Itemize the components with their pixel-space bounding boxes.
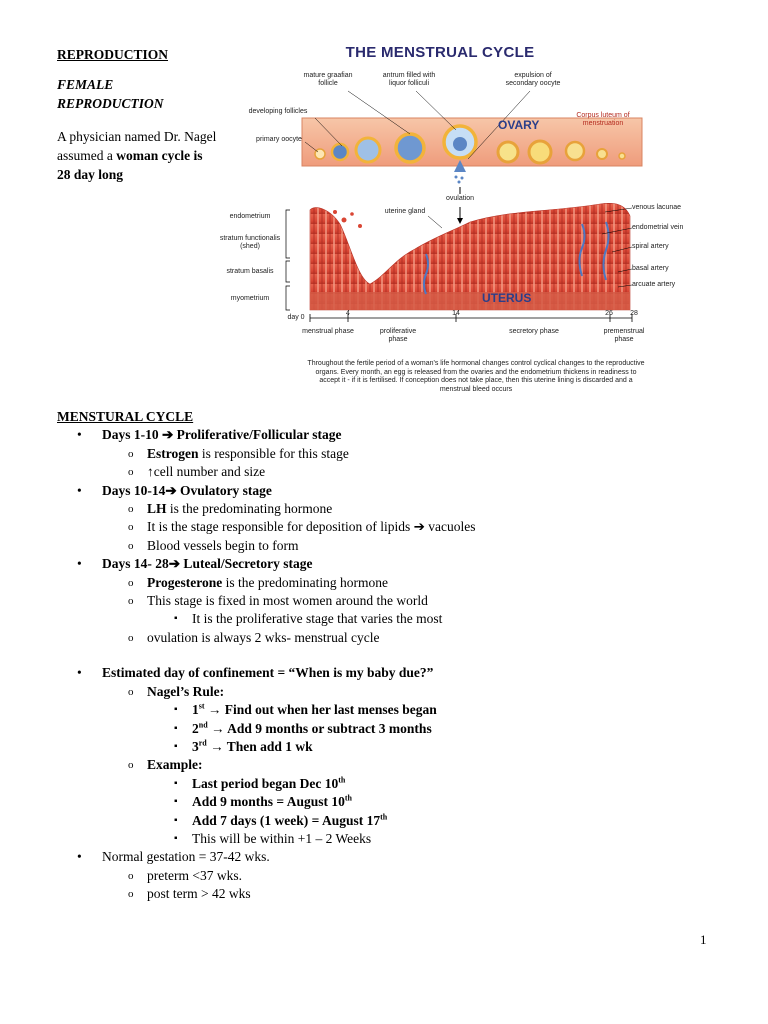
- label-ovary: OVARY: [498, 118, 540, 132]
- label-day14: 14: [452, 310, 460, 317]
- item-text: This stage is fixed in most women around the world: [147, 593, 428, 609]
- corpus-luteum-3: [566, 142, 584, 160]
- item-text: This will be within +1 – 2 Weeks: [192, 830, 372, 846]
- item-text: → Find out when her last menses began: [204, 702, 437, 718]
- label-day26: 26: [605, 310, 613, 317]
- list-item: [147, 793, 677, 811]
- label-basal-artery: basal artery: [632, 265, 669, 272]
- intro-text-bold: woman cycle is 28 day long: [57, 148, 203, 182]
- page-number: 1: [700, 932, 707, 947]
- list-item: [147, 738, 677, 756]
- example-label: Example:: [147, 757, 203, 773]
- label-day28: 28: [630, 310, 638, 317]
- main-list: [57, 426, 677, 647]
- developing-follicle-3: [396, 134, 424, 162]
- label-venous-lacunae: venous lacunae: [632, 204, 682, 211]
- item-text: is the predominating hormone: [166, 501, 333, 517]
- item-text: is the predominating hormone: [222, 574, 388, 590]
- item-text: Add 9 months = August 10: [192, 794, 345, 810]
- label-day4: 4: [346, 310, 350, 317]
- list-item: [102, 756, 677, 848]
- label-day0: day 0: [287, 314, 305, 321]
- label-endometrium: endometrium: [229, 213, 271, 220]
- label-primary-oocyte: primary oocyte: [256, 136, 302, 143]
- label-stratum-basalis: stratum basalis: [226, 268, 274, 275]
- item-text: It is the stage responsible for deposition of lipids ➔ vacuoles: [147, 519, 476, 535]
- ordinal-suffix: rd: [198, 738, 207, 748]
- label-uterus: UTERUS: [482, 291, 532, 305]
- label-secretory-phase: secretory phase: [509, 328, 559, 335]
- step-number: 1: [192, 702, 199, 718]
- list-item: [57, 482, 677, 556]
- step-number: 2: [192, 720, 199, 736]
- list-item: [102, 537, 677, 555]
- ordinal-suffix: th: [344, 793, 352, 803]
- list-item: [57, 664, 677, 848]
- figure-title: THE MENSTRUAL CYCLE: [345, 44, 535, 61]
- list-item: [102, 574, 677, 592]
- ordinal-suffix: th: [338, 775, 346, 785]
- corpus-luteum-1: [498, 142, 518, 162]
- primary-oocyte-follicle: [315, 149, 325, 159]
- item-text: It is the proliferative stage that varies the most: [192, 611, 443, 627]
- list-item: [147, 775, 677, 793]
- edc-title: Estimated day of confinement = “When is my baby due?”: [102, 665, 434, 681]
- list-item: [102, 592, 677, 629]
- ordinal-suffix: st: [198, 701, 205, 711]
- label-myometrium: myometrium: [230, 295, 270, 302]
- label-uterine-gland: uterine gland: [384, 208, 426, 215]
- list-item: [102, 629, 677, 647]
- intro-paragraph: [57, 127, 217, 184]
- section-heading: MENSTURAL CYCLE: [57, 409, 194, 424]
- list-item: [102, 683, 677, 757]
- item-text: is responsible for this stage: [198, 445, 349, 461]
- label-endometrial-vein: endometrial vein: [632, 224, 684, 231]
- item-text: → Then add 1 wk: [206, 738, 313, 754]
- item-text: preterm <37 wks.: [147, 867, 242, 883]
- item-text: ovulation is always 2 wks- menstrual cycle: [147, 629, 380, 645]
- item-text: Blood vessels begin to form: [147, 537, 299, 553]
- item-text: ↑cell number and size: [147, 464, 266, 480]
- intro-section: [57, 45, 217, 184]
- stage-title: Days 14- 28➔ Luteal/Secretory stage: [102, 556, 313, 572]
- label-ovulation: ovulation: [445, 195, 475, 202]
- label-menstrual-phase: menstrual phase: [302, 328, 354, 335]
- bold-term: LH: [147, 501, 167, 517]
- document-title: REPRODUCTION: [57, 47, 169, 62]
- step-number: 3: [192, 738, 199, 754]
- label-arcuate-artery: arcuate artery: [632, 281, 676, 288]
- stage-title: Days 1-10 ➔ Proliferative/Follicular stage: [102, 427, 342, 443]
- label-proliferative-phase: proliferative phase: [379, 328, 417, 343]
- bold-term: Estrogen: [147, 445, 199, 461]
- ordinal-suffix: nd: [198, 720, 208, 729]
- item-text: Last period began Dec 10: [192, 775, 339, 791]
- section-subtitle: FEMALE REPRODUCTION: [57, 77, 164, 111]
- list-item: [57, 426, 677, 481]
- list-item: [147, 610, 677, 628]
- menstrual-cycle-figure: [219, 44, 684, 406]
- label-premenstrual-phase: premenstrual phase: [603, 328, 645, 343]
- developing-follicle-1: [332, 144, 348, 160]
- ordinal-suffix: th: [380, 812, 388, 822]
- label-expulsion: expulsion of secondary oocyte: [505, 72, 561, 87]
- list-item: [147, 701, 677, 719]
- list-item: [57, 848, 677, 903]
- developing-follicle-2: [356, 138, 380, 162]
- label-developing: developing follicles: [248, 108, 308, 115]
- corpus-luteum-2: [529, 141, 551, 163]
- gestation-title: Normal gestation = 37-42 wks.: [102, 849, 270, 865]
- list-item: [102, 445, 677, 463]
- list-item: [147, 720, 677, 738]
- outline-section: [57, 408, 677, 904]
- rule-label: Nagel’s Rule:: [147, 683, 225, 699]
- bold-term: Progesterone: [147, 574, 223, 590]
- label-mature-graafian: mature graafian follicle: [303, 72, 353, 87]
- list-item: [102, 463, 677, 481]
- list-item: [57, 555, 677, 647]
- label-spiral-artery: spiral artery: [632, 243, 669, 250]
- label-antrum: antrum filled with liquor folliculi: [382, 72, 436, 87]
- intro-text: A physician named Dr. Nagel assumed a: [57, 129, 217, 163]
- list-item: [102, 500, 677, 518]
- corpus-luteum-4: [597, 149, 607, 159]
- stage-title: Days 10-14➔ Ovulatory stage: [102, 482, 272, 498]
- item-text: Add 7 days (1 week) = August 17: [192, 812, 381, 828]
- label-stratum-functionalis: stratum functionalis (shed): [219, 235, 281, 250]
- item-text: → Add 9 months or subtract 3 months: [207, 720, 432, 736]
- figure-caption: Throughout the fertile period of a woman's life hormonal changes control cyclical changes to the reproductive organs. Every month, an egg is released from the ovaries and the endometrium thickens in readiness to accept it - if it is fertilised. If conception does not take place, then this uterine lining is discarded and a menstrual bleed occurs: [307, 360, 645, 393]
- list-item: [102, 867, 677, 885]
- list-item: [102, 518, 677, 536]
- list-item: [147, 812, 677, 830]
- list-item: [147, 830, 677, 848]
- list-item: [102, 885, 677, 903]
- label-corpus-luteum: Corpus luteum of menstruation: [576, 112, 630, 127]
- item-text: post term > 42 wks: [147, 886, 251, 902]
- myometrium-band: [310, 292, 630, 310]
